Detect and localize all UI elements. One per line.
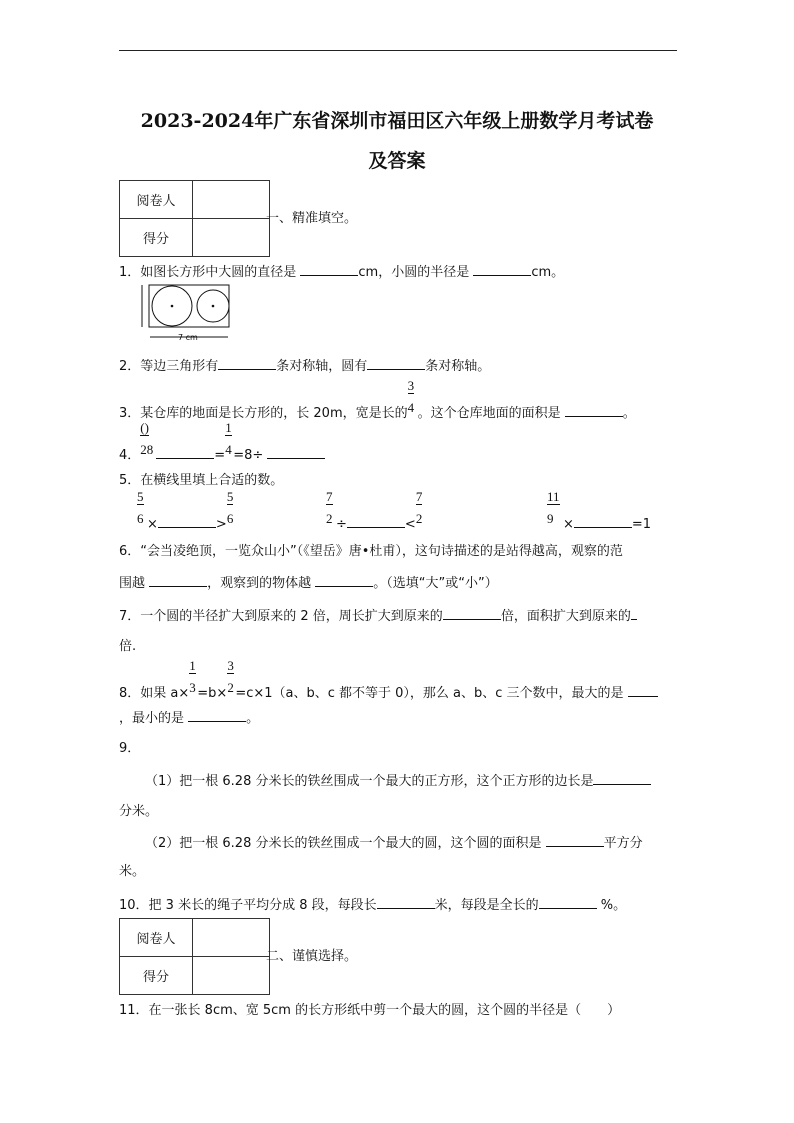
- question-5: 5．在横线里填上合适的数。: [119, 473, 284, 488]
- reviewer-label: 阅卷人: [120, 919, 193, 957]
- reviewer-cell: [193, 919, 270, 957]
- section-2-heading: 二、谨慎选择。: [266, 949, 358, 964]
- question-9-part2-unit: 米。: [119, 864, 146, 879]
- reviewer-cell: [193, 181, 270, 219]
- question-9-part1: （1）把一根 6.28 分米长的铁丝围成一个最大的正方形，这个正方形的边长是: [145, 770, 651, 789]
- question-6-line1: 6．“会当凌绝顶，一览众山小”（《望岳》唐•杜甫），这句诗描述的是站得越高，观察的范: [119, 544, 623, 559]
- score-table-1: [119, 180, 270, 257]
- question-4: 4． $\frac{()}{28}$ = $\frac{1}{4}$ =8÷: [119, 444, 325, 463]
- question-10: 10．把 3 米长的绳子平均分成 8 段，每段长 米，每段是全长的 %。: [119, 898, 627, 913]
- header-rule: [119, 50, 677, 51]
- question-9: 9．: [119, 741, 141, 756]
- title-line1: 2023-2024年广东省深圳市福田区六年级上册数学月考试卷: [140, 110, 654, 132]
- svg-text:7 cm: 7 cm: [178, 333, 198, 342]
- rectangle-circles-figure: [138, 284, 234, 342]
- title-line2: 及答案: [368, 150, 426, 172]
- score-cell: [193, 219, 270, 257]
- score-label: 得分: [120, 219, 193, 257]
- question-9-part2: （2）把一根 6.28 分米长的铁丝围成一个最大的圆，这个圆的面积是 平方分: [145, 836, 643, 851]
- question-1: 1．如图长方形中大圆的直径是 cm，小圆的半径是 cm。: [119, 265, 565, 280]
- question-3: 3．某仓库的地面是长方形的，长 20m，宽是长的 $\frac{3}{4}$ 。这个仓库地面的面积是 。: [119, 378, 636, 421]
- score-cell: [193, 957, 270, 995]
- q5-item-3: $\frac{11}{9}$ × =1: [547, 489, 652, 532]
- question-7-line2: 倍.: [119, 639, 137, 654]
- question-8-line1: 8．如果 a× $\frac{1}{3}$ =b× $\frac{3}{2}$ =c×1（a、b、c 都不等于 0），那么 a、b、c 三个数中，最大的是: [119, 682, 658, 701]
- question-9-part1-unit: 分米。: [119, 804, 159, 819]
- q5-item-1: $\frac{5}{6}$ × > $\frac{5}{6}$: [137, 489, 234, 532]
- reviewer-label: 阅卷人: [120, 181, 193, 219]
- q5-item-2: $\frac{7}{2}$ ÷ < $\frac{7}{2}$: [326, 489, 423, 532]
- score-label: 得分: [120, 957, 193, 995]
- question-8-line2: ，最小的是 。: [119, 711, 260, 726]
- question-6-line2: 围越 ，观察到的物体越 。（选填“大”或“小”）: [119, 576, 498, 591]
- section-1-heading: 一、精准填空。: [266, 211, 358, 226]
- question-7-line1: 7．一个圆的半径扩大到原来的 2 倍，周长扩大到原来的 倍，面积扩大到原来的: [119, 605, 637, 624]
- question-11: 11．在一张长 8cm、宽 5cm 的长方形纸中剪一个最大的圆，这个圆的半径是（ ）: [119, 1003, 621, 1018]
- score-table-2: [119, 918, 270, 995]
- question-2: 2．等边三角形有 条对称轴，圆有 条对称轴。: [119, 359, 491, 374]
